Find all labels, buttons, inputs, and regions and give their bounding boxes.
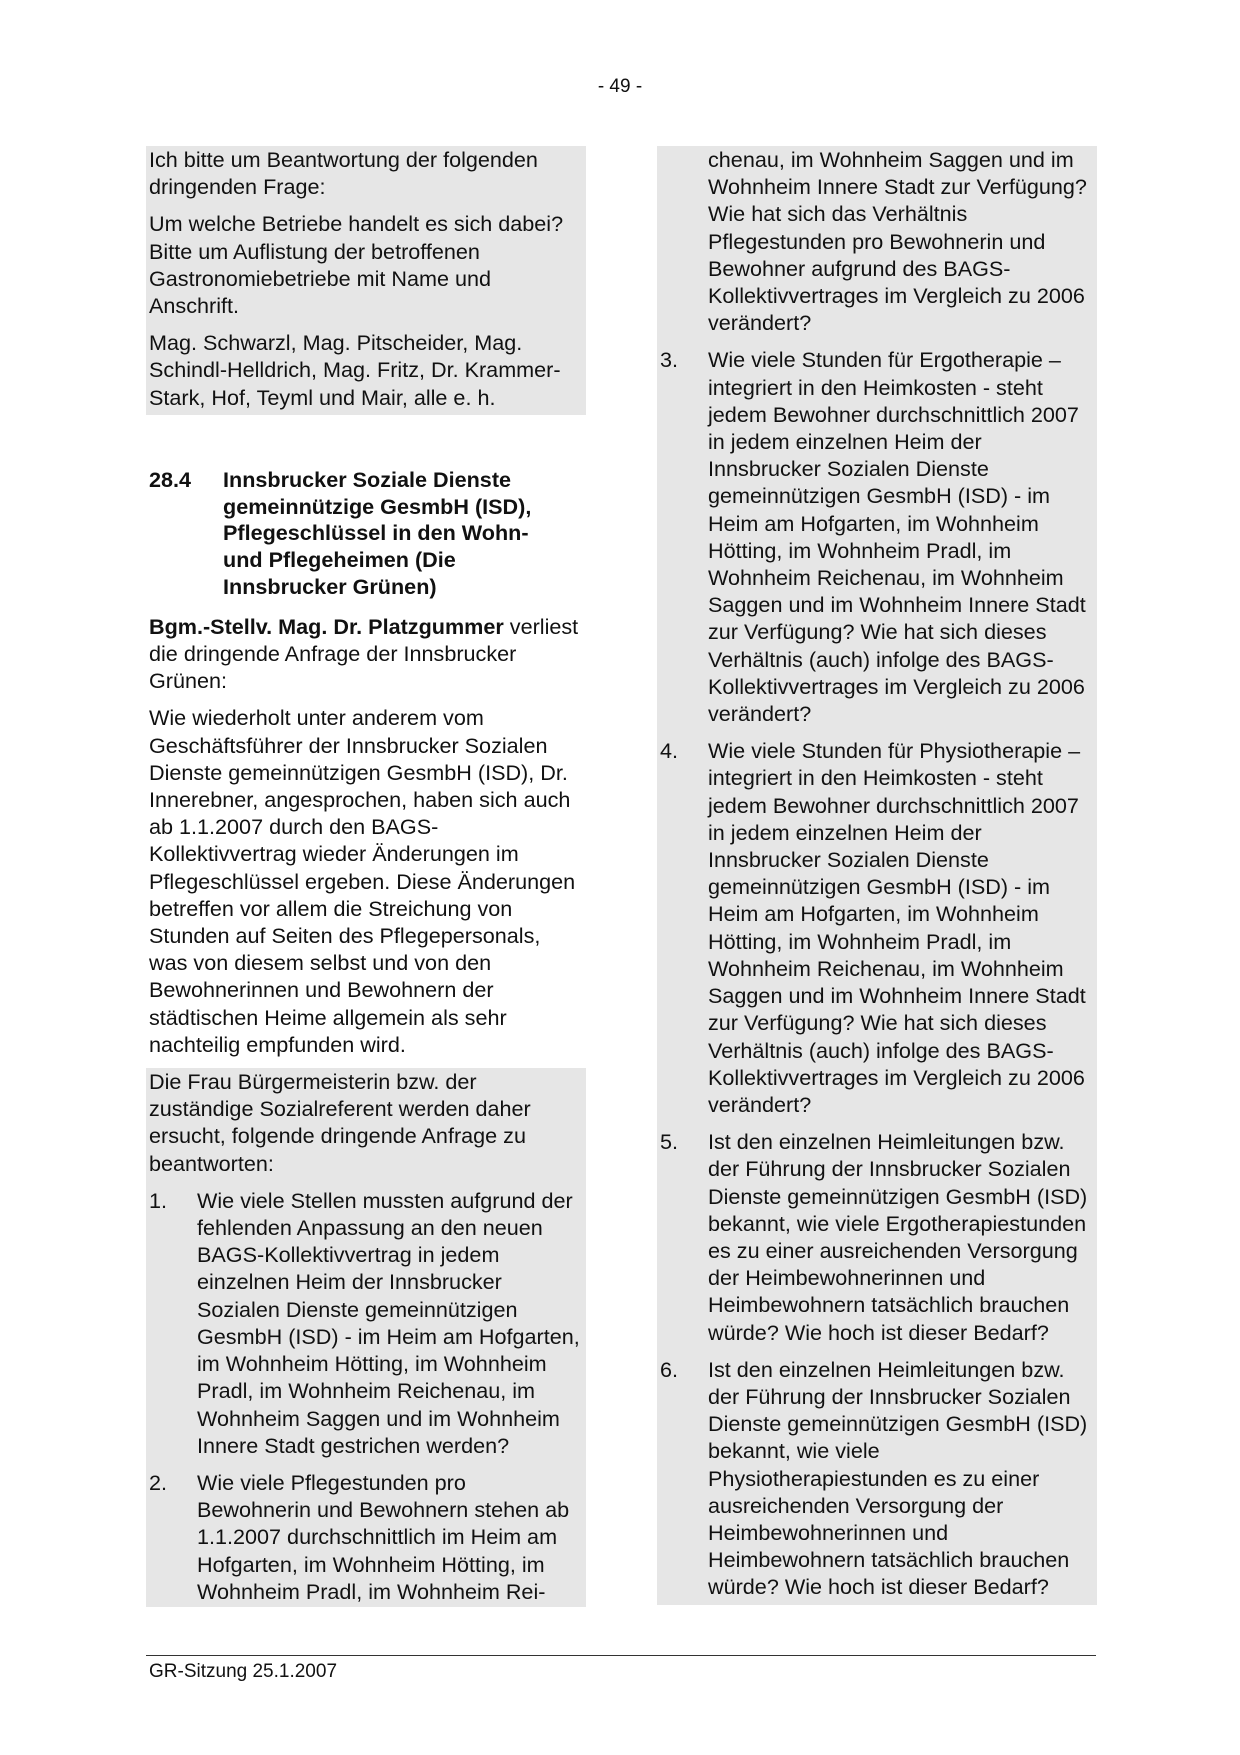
list-item [146, 1469, 586, 1605]
list-text: Ist den einzelnen Heimleitungen bzw. der Führung der Innsbrucker Sozialen Dienste gemeinnützigen GesmbH (ISD) bekannt, wie viele Physiotherapiestunden es zu einer ausreichenden Versorgung der Heimbewohnerinnen und Heimbewohnern tatsächlich brauchen würde? Wie hoch ist dieser Bedarf? [708, 1356, 1088, 1600]
shaded-block-question [146, 146, 586, 415]
list-number: 2. [149, 1469, 168, 1495]
list-item [657, 737, 1097, 1118]
paragraph-body: Wie wiederholt unter anderem vom Geschäftsführer der Innsbrucker Sozialen Dienste gemeinnützigen GesmbH (ISD), Dr. Innerebner, angesprochen, haben sich auch ab 1.1.2007 durch den BAGS-Kollektivvertrag wieder Änderungen im Pflegeschlüssel ergeben. Diese Änderungen betreffen vor allem die Streichung von Stunden auf Seiten des Pflegepersonals, was von diesem selbst und von den Bewohnerinnen und Bewohnern der städtischen Heime allgemein als sehr nachteilig empfunden wird. [149, 705, 576, 1057]
shaded-block-questions [657, 146, 1097, 1605]
speaker-text: verliest die dringende Anfrage der Innsbrucker Grünen: [149, 613, 579, 694]
section-heading [146, 467, 586, 601]
list-text: Wie viele Stellen mussten aufgrund der fehlenden Anpassung an den neuen BAGS-Kollektivvertrag in jedem einzelnen Heim der Innsbrucker Sozialen Dienste gemeinnützigen GesmbH (ISD) - im Heim am Hofgarten, im Wohnheim Hötting, im Wohnheim Pradl, im Wohnheim Reichenau, im Wohnheim Saggen und im Wohnheim Innere Stadt gestrichen werden? [197, 1187, 580, 1458]
list-number: 4. [660, 738, 679, 764]
list-text: Wie viele Stunden für Physiotherapie – integriert in den Heimkosten - steht jedem Bewohner durchschnittlich 2007 in jedem einzelnen Heim der Innsbrucker Sozialen Dienste gemeinnützigen GesmbH (ISD) - im Heim am Hofgarten, im Wohnheim Hötting, im Wohnheim Pradl, im Wohnheim Reichenau, im Wohnheim Saggen und im Wohnheim Innere Stadt zur Verfügung? Wie hat sich dieses Verhältnis (auch) infolge des BAGS-Kollektivvertrages im Vergleich zu 2006 verändert? [708, 738, 1086, 1117]
paragraph-speaker [146, 613, 586, 695]
footer-divider [146, 1655, 1096, 1656]
shaded-block-inquiry [146, 1068, 586, 1607]
list-number: 5. [660, 1129, 679, 1155]
list-number: 1. [149, 1187, 168, 1213]
section-title: Innsbrucker Soziale Dienste gemeinnützige GesmbH (ISD), Pflegeschlüssel in den Wohn- und Pflegeheimen (Die Innsbrucker Grünen) [223, 466, 532, 600]
list-item [657, 1356, 1097, 1601]
paragraph-question: Um welche Betriebe handelt es sich dabei? Bitte um Auflistung der betroffenen Gastronomiebetriebe mit Name und Anschrift. [149, 211, 564, 319]
right-column [657, 146, 1097, 1605]
page-number: - 49 - [597, 76, 643, 97]
left-column [146, 146, 586, 1607]
list-item [146, 1187, 586, 1459]
list-text-continued: chenau, im Wohnheim Saggen und im Wohnheim Innere Stadt zur Verfügung? Wie hat sich das Verhältnis Pflegestunden pro Bewohnerin und Bewohner aufgrund des BAGS-Kollektivvertrages im Vergleich zu 2006 verändert? [708, 147, 1087, 336]
list-number: 3. [660, 347, 679, 373]
paragraph-signatories: Mag. Schwarzl, Mag. Pitscheider, Mag. Schindl-Helldrich, Mag. Fritz, Dr. Krammer-Stark, Hof, Teyml und Mair, alle e. h. [149, 330, 561, 410]
list-text: Ist den einzelnen Heimleitungen bzw. der Führung der Innsbrucker Sozialen Dienste gemeinnützigen GesmbH (ISD) bekannt, wie viele Ergotherapiestunden es zu einer ausreichenden Versorgung der Heimbewohnerinnen und Heimbewohnern tatsächlich brauchen würde? Wie hoch ist dieser Bedarf? [708, 1129, 1088, 1345]
list-item [657, 346, 1097, 727]
list-item [657, 1128, 1097, 1346]
list-text: Wie viele Stunden für Ergotherapie – integriert in den Heimkosten - steht jedem Bewohner durchschnittlich 2007 in jedem einzelnen Heim der Innsbrucker Sozialen Dienste gemeinnützigen GesmbH (ISD) - im Heim am Hofgarten, im Wohnheim Hötting, im Wohnheim Pradl, im Wohnheim Reichenau, im Wohnheim Saggen und im Wohnheim Innere Stadt zur Verfügung? Wie hat sich dieses Verhältnis (auch) infolge des BAGS-Kollektivvertrages im Vergleich zu 2006 verändert? [708, 347, 1086, 727]
list-text: Wie viele Pflegestunden pro Bewohnerin und Bewohnern stehen ab 1.1.2007 durchschnittlich im Heim am Hofgarten, im Wohnheim Hötting, im Wohnheim Pradl, im Wohnheim Rei- [197, 1469, 570, 1604]
section-number: 28.4 [149, 466, 192, 492]
paragraph-inquiry-request: Die Frau Bürgermeisterin bzw. der zuständige Sozialreferent werden daher ersucht, folgende dringende Anfrage zu beantworten: [149, 1069, 531, 1176]
paragraph-request-intro: Ich bitte um Beantwortung der folgenden dringenden Frage: [149, 147, 538, 200]
footer-text: GR-Sitzung 25.1.2007 [149, 1661, 338, 1682]
list-number: 6. [660, 1356, 679, 1382]
speaker-name: Bgm.-Stellv. Mag. Dr. Platzgummer [149, 613, 504, 639]
